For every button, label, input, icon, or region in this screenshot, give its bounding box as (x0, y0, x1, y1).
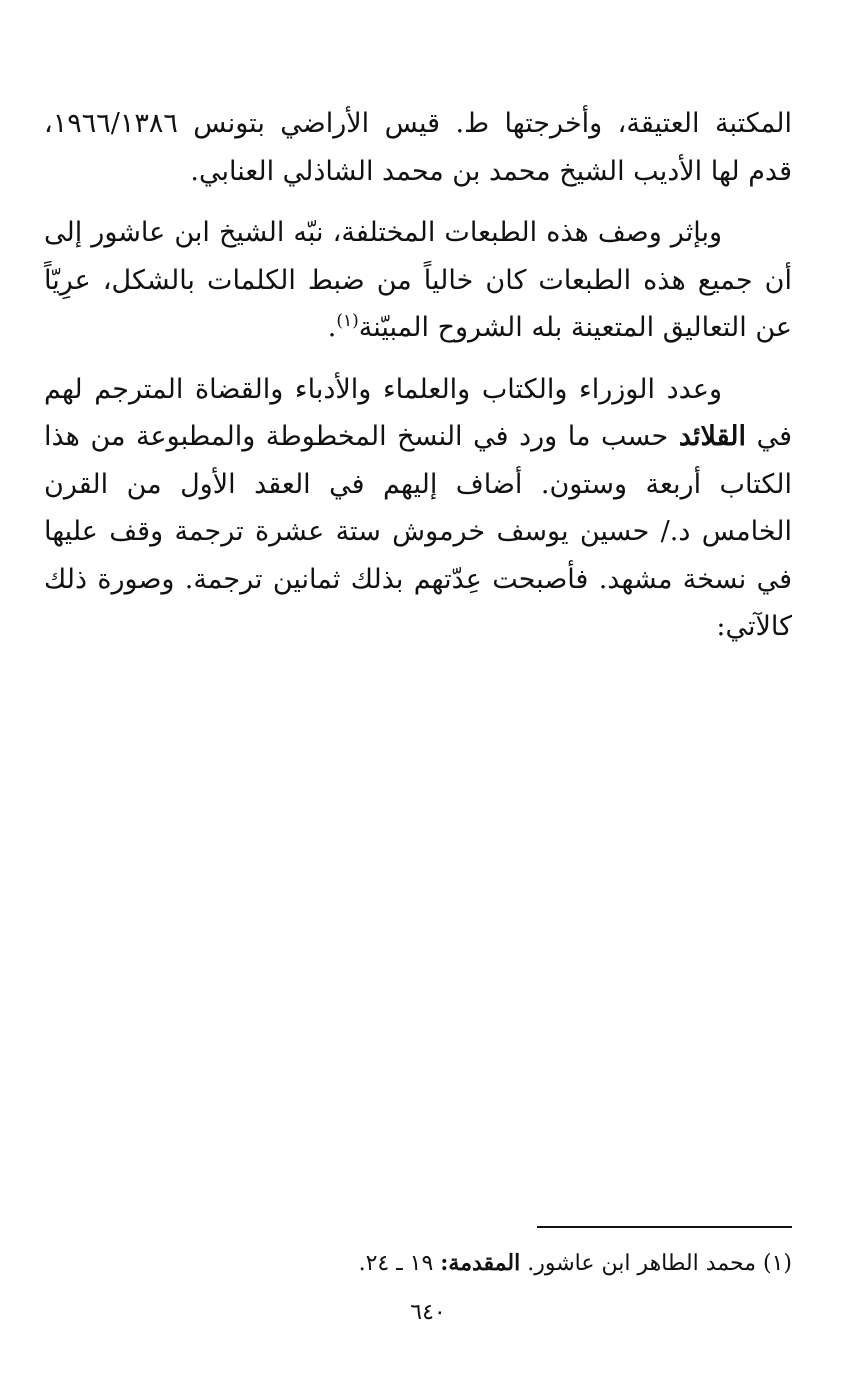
paragraph-3-text-start: وعدد الوزراء والكتاب والعلماء والأدباء والقضاة المترجم لهم في (44, 373, 792, 452)
page-number: ٦٤٠ (410, 1300, 446, 1325)
book-title-bold: القلائد (678, 421, 747, 452)
footnote (64, 1246, 792, 1281)
main-text (44, 100, 792, 651)
paragraph-3 (44, 366, 792, 651)
footnote-work-title: المقدمة: (440, 1250, 521, 1276)
footnote-marker: (١) (762, 1251, 792, 1276)
paragraph-3-text-end: حسب ما ورد في النسخ المخطوطة والمطبوعة من هذا الكتاب أربعة وستون. أضاف إليهم في العقد الأول من القرن الخامس د./ حسين يوسف خرموش ستة عشرة ترجمة وقف عليها في نسخة مشهد. فأصبحت عِدّتهم بذلك ثمانين ترجمة. وصورة ذلك كالآتي: (44, 421, 792, 642)
footnote-reference[interactable]: (١) (336, 311, 359, 331)
footnote-pages: ١٩ ـ ٢٤. (358, 1251, 434, 1276)
paragraph-2 (44, 209, 792, 352)
footnote-author: محمد الطاهر ابن عاشور. (527, 1251, 756, 1276)
paragraph-1 (44, 100, 792, 195)
paragraph-2-text: وبإثر وصف هذه الطبعات المختلفة، نبّه الشيخ ابن عاشور إلى أن جميع هذه الطبعات كان خالياً من ضبط الكلمات بالشكل، عرِيّاً عن التعاليق المتعينة بله الشروح المبيّنة (44, 217, 792, 343)
footnote-divider (537, 1226, 792, 1228)
paragraph-2-end: . (327, 312, 337, 343)
paragraph-1-text: المكتبة العتيقة، وأخرجتها ط. قيس الأراضي بتونس ١٩٦٦/١٣٨٦، قدم لها الأديب الشيخ محمد بن محمد الشاذلي العنابي. (44, 108, 792, 187)
